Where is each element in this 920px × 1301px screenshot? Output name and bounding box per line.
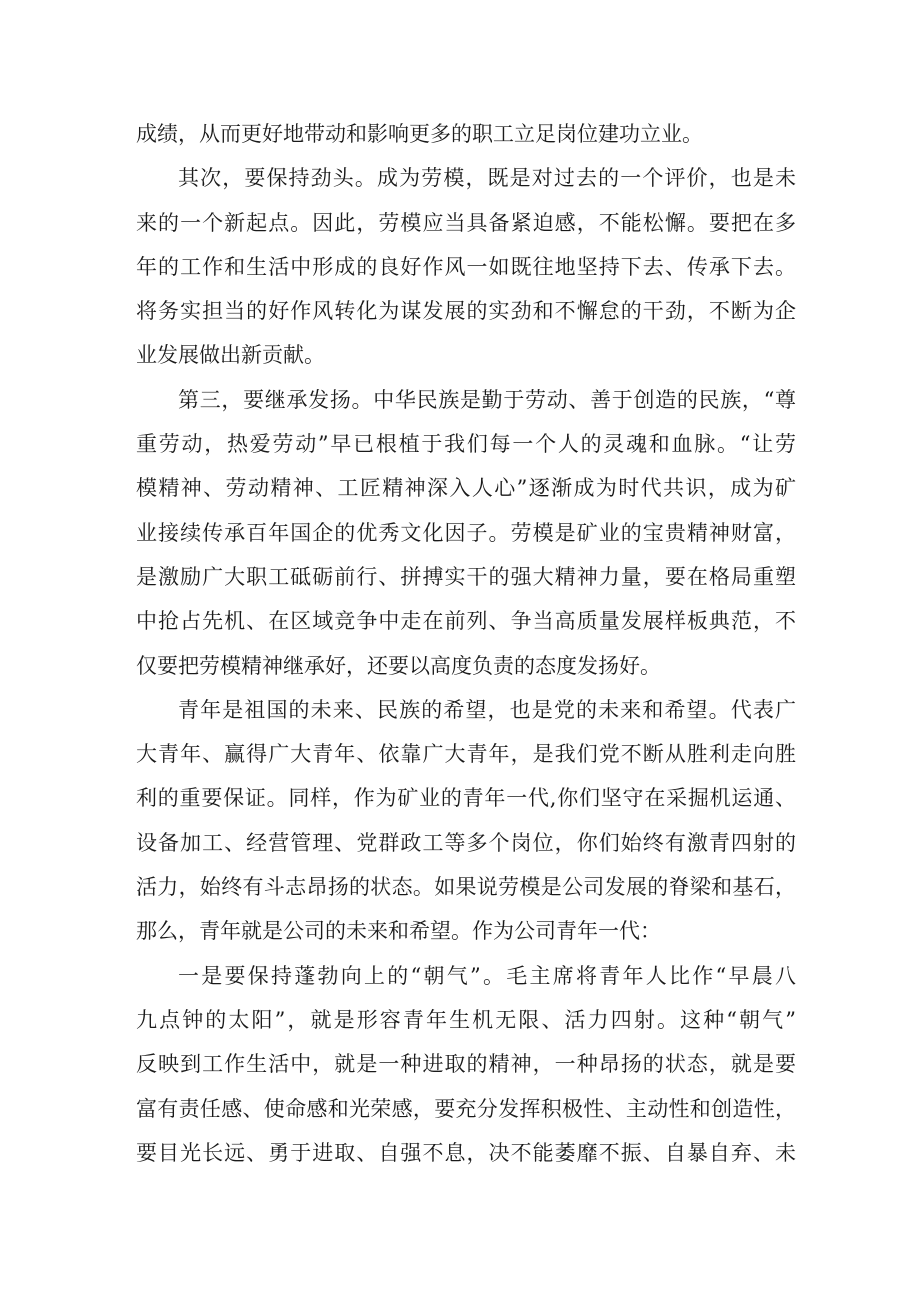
paragraph-5 bbox=[136, 954, 796, 1175]
text-line: 年的工作和生活中形成的良好作风一如既往地坚持下去、传承下去。 bbox=[136, 254, 796, 279]
text-line: 重劳动，热爱劳动”早已根植于我们每一个人的灵魂和血脉。“让劳 bbox=[136, 432, 796, 457]
paragraph-3 bbox=[136, 378, 796, 688]
text-line: 模精神、劳动精神、工匠精神深入人心”逐渐成为时代共识，成为矿 bbox=[136, 476, 796, 501]
text-line: 要目光长远、勇于进取、自强不息，决不能萎靡不振、自暴自弃、未 bbox=[136, 1140, 796, 1165]
text-line: 将务实担当的好作风转化为谋发展的实劲和不懈怠的干劲，不断为企 bbox=[136, 299, 796, 324]
paragraph-2 bbox=[136, 156, 796, 377]
text-line: 一是要保持蓬勃向上的“朝气”。毛主席将青年人比作“早晨八 bbox=[178, 963, 796, 988]
text-line: 利的重要保证。同样，作为矿业的青年一代,你们坚守在采掘机运通、 bbox=[136, 786, 796, 811]
text-line: 青年是祖国的未来、民族的希望，也是党的未来和希望。代表广 bbox=[178, 697, 796, 722]
paragraph-1 bbox=[136, 112, 796, 156]
text-line: 九点钟的太阳”，就是形容青年生机无限、活力四射。这种“朝气” bbox=[136, 1007, 796, 1032]
text-line: 中抢占先机、在区域竞争中走在前列、争当高质量发展样板典范，不 bbox=[136, 609, 796, 634]
text-line: 反映到工作生活中，就是一种进取的精神，一种昂扬的状态，就是要 bbox=[136, 1052, 796, 1077]
text-line: 业接续传承百年国企的优秀文化因子。劳模是矿业的宝贵精神财富， bbox=[136, 520, 796, 545]
text-line: 大青年、赢得广大青年、依靠广大青年，是我们党不断从胜利走向胜 bbox=[136, 742, 796, 767]
text-line: 仅要把劳模精神继承好，还要以高度负责的态度发扬好。 bbox=[136, 653, 661, 678]
text-line: 来的一个新起点。因此，劳模应当具备紧迫感，不能松懈。要把在多 bbox=[136, 210, 796, 235]
text-line: 第三，要继承发扬。中华民族是勤于劳动、善于创造的民族，“尊 bbox=[178, 387, 796, 412]
text-line: 富有责任感、使命感和光荣感，要充分发挥积极性、主动性和创造性， bbox=[136, 1096, 796, 1121]
text-line: 成绩，从而更好地带动和影响更多的职工立足岗位建功立业。 bbox=[136, 122, 703, 146]
text-line: 设备加工、经营管理、党群政工等多个岗位，你们始终有激青四射的 bbox=[136, 830, 796, 855]
text-line: 其次，要保持劲头。成为劳模，既是对过去的一个评价，也是未 bbox=[178, 166, 796, 191]
text-line: 业发展做出新贡献。 bbox=[136, 343, 325, 368]
text-line: 是激励广大职工砥砺前行、拼搏实干的强大精神力量，要在格局重塑 bbox=[136, 564, 796, 589]
text-line: 活力，始终有斗志昂扬的状态。如果说劳模是公司发展的脊梁和基石， bbox=[136, 875, 796, 900]
paragraph-4 bbox=[136, 688, 796, 954]
document-body bbox=[136, 112, 796, 1175]
text-line: 那么，青年就是公司的未来和希望。作为公司青年一代： bbox=[136, 919, 661, 944]
